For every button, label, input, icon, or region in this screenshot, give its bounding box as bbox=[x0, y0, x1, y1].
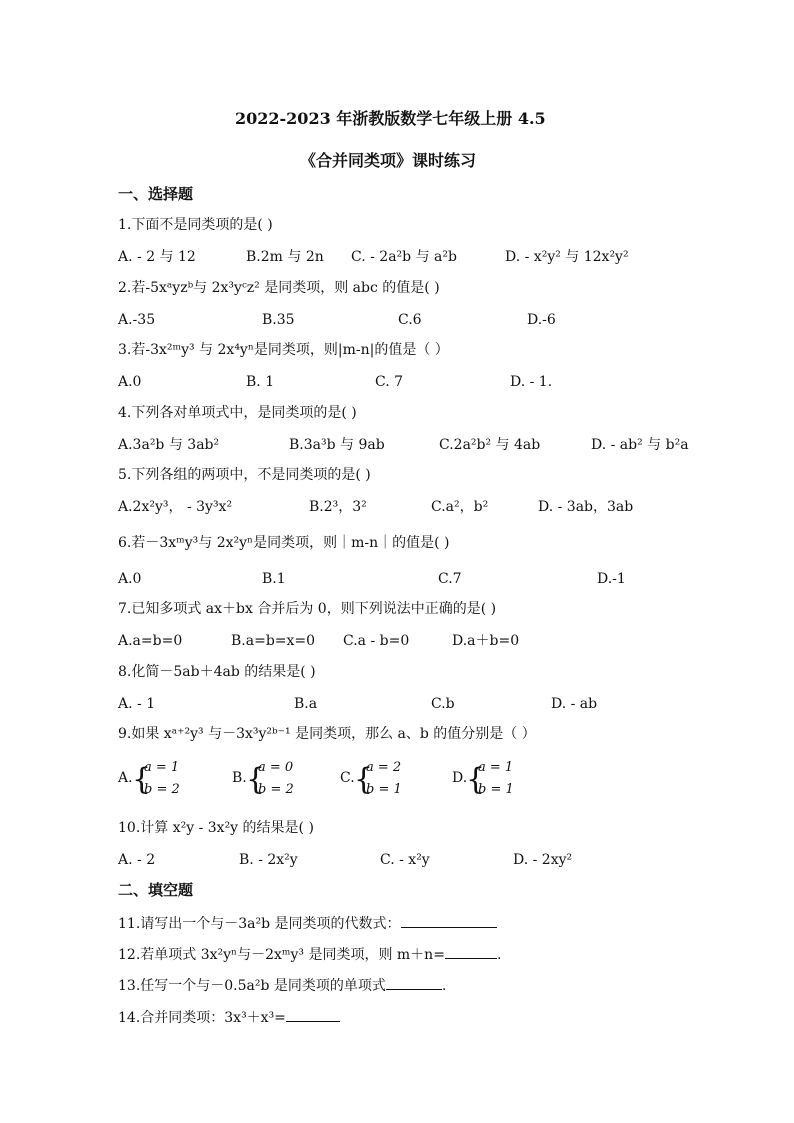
brace-glyph: { bbox=[466, 762, 486, 797]
question-1-option-a: A. - 2 与 12 bbox=[118, 249, 196, 265]
question-11 bbox=[118, 913, 497, 934]
question-6-stem: 6.若－3xᵐy³与 2x²yⁿ是同类项，则｜m-n｜的值是( ) bbox=[118, 535, 450, 551]
question-7-option-d: D.a＋b=0 bbox=[452, 633, 520, 649]
question-10-option-d: D. - 2xy² bbox=[513, 852, 573, 868]
page-subtitle: 《合并同类项》课时练习 bbox=[300, 151, 477, 170]
question-2-option-b: B.35 bbox=[262, 312, 295, 328]
question-13-tail: . bbox=[441, 978, 447, 994]
question-4-option-a: A.3a²b 与 3ab² bbox=[118, 437, 220, 453]
question-9-option-c bbox=[340, 760, 410, 800]
question-7-option-c: C.a - b=0 bbox=[343, 633, 410, 649]
question-3-option-c: C. 7 bbox=[375, 374, 404, 390]
question-8-option-b: B.a bbox=[294, 696, 318, 712]
question-9-stem: 9.如果 xᵃ⁺²y³ 与－3x³y²ᵇ⁻¹ 是同类项，那么 a、b 的值分别是（ ） bbox=[118, 726, 536, 742]
system-row-2: b = 2 bbox=[144, 782, 180, 797]
option-label: D. bbox=[452, 770, 468, 786]
question-8-option-d: D. - ab bbox=[551, 696, 598, 712]
system-row-1: a = 0 bbox=[258, 760, 294, 775]
system-row-1: a = 1 bbox=[478, 760, 514, 775]
system-row-2: b = 1 bbox=[366, 782, 402, 797]
option-label: B. bbox=[232, 770, 247, 786]
system-row-1: a = 1 bbox=[144, 760, 180, 775]
question-1-option-b: B.2m 与 2n bbox=[246, 249, 324, 265]
brace-glyph: { bbox=[246, 762, 266, 797]
section-heading-fill: 二、填空题 bbox=[118, 881, 194, 899]
answer-blank[interactable] bbox=[386, 975, 442, 990]
option-label: A. bbox=[118, 770, 133, 786]
question-4-option-c: C.2a²b² 与 4ab bbox=[439, 437, 541, 453]
question-6-option-c: C.7 bbox=[438, 571, 462, 587]
question-8-option-c: C.b bbox=[431, 696, 455, 712]
question-10-option-c: C. - x²y bbox=[380, 852, 430, 868]
question-3-option-a: A.0 bbox=[118, 374, 142, 390]
answer-blank[interactable] bbox=[401, 913, 497, 928]
question-5-option-c: C.a²，b² bbox=[431, 499, 489, 515]
question-4-stem: 4.下列各对单项式中，是同类项的是( ) bbox=[118, 405, 357, 421]
answer-blank[interactable] bbox=[286, 1007, 340, 1022]
question-13-stem: 13.任写一个与－0.5a²b 是同类项的单项式 bbox=[118, 978, 386, 994]
question-6-option-d: D.-1 bbox=[597, 571, 626, 587]
question-4-option-b: B.3a³b 与 9ab bbox=[289, 437, 385, 453]
question-9-option-d bbox=[452, 760, 522, 800]
section-heading-choice: 一、选择题 bbox=[118, 185, 194, 203]
question-3-option-b: B. 1 bbox=[246, 374, 275, 390]
question-10-option-a: A. - 2 bbox=[118, 852, 156, 868]
answer-blank[interactable] bbox=[445, 944, 497, 959]
system-row-2: b = 1 bbox=[478, 782, 514, 797]
question-12-stem: 12.若单项式 3x²yⁿ与－2xᵐy³ 是同类项，则 m＋n= bbox=[118, 947, 445, 963]
question-7-stem: 7.已知多项式 ax＋bx 合并后为 0，则下列说法中正确的是( ) bbox=[118, 601, 497, 617]
question-8-stem: 8.化简－5ab＋4ab 的结果是( ) bbox=[118, 664, 316, 680]
question-10-stem: 10.计算 x²y - 3x²y 的结果是( ) bbox=[118, 820, 314, 836]
question-14 bbox=[118, 1007, 340, 1028]
question-12-tail: . bbox=[496, 947, 502, 963]
question-5-option-b: B.2³，3² bbox=[309, 499, 367, 515]
brace-glyph: { bbox=[354, 762, 374, 797]
question-7-option-b: B.a=b=x=0 bbox=[231, 633, 316, 649]
question-11-stem: 11.请写出一个与－3a²b 是同类项的代数式： bbox=[118, 916, 401, 932]
question-6-option-a: A.0 bbox=[118, 571, 142, 587]
question-12 bbox=[118, 944, 501, 965]
question-9-option-a bbox=[118, 760, 188, 800]
question-6-option-b: B.1 bbox=[262, 571, 286, 587]
question-3-option-d: D. - 1. bbox=[510, 374, 553, 390]
question-8-option-a: A. - 1 bbox=[118, 696, 156, 712]
question-7-option-a: A.a=b=0 bbox=[118, 633, 183, 649]
question-2-stem: 2.若-5xᵃyzᵇ与 2x³yᶜz² 是同类项，则 abc 的值是( ) bbox=[118, 280, 440, 296]
question-14-stem: 14.合并同类项：3x³＋x³= bbox=[118, 1010, 286, 1026]
system-row-1: a = 2 bbox=[366, 760, 402, 775]
question-1-option-c: C. - 2a²b 与 a²b bbox=[351, 249, 457, 265]
question-9-option-b bbox=[232, 760, 302, 800]
question-10-option-b: B. - 2x²y bbox=[239, 852, 298, 868]
system-row-2: b = 2 bbox=[258, 782, 294, 797]
brace-glyph: { bbox=[132, 762, 152, 797]
question-2-option-d: D.-6 bbox=[527, 312, 556, 328]
question-2-option-a: A.-35 bbox=[118, 312, 156, 328]
question-2-option-c: C.6 bbox=[398, 312, 422, 328]
question-1-stem: 1.下面不是同类项的是( ) bbox=[118, 217, 273, 233]
page-title: 2022-2023 年浙教版数学七年级上册 4.5 bbox=[235, 109, 546, 128]
question-5-option-d: D. - 3ab，3ab bbox=[538, 499, 634, 515]
question-1-option-d: D. - x²y² 与 12x²y² bbox=[505, 249, 629, 265]
question-4-option-d: D. - ab² 与 b²a bbox=[591, 437, 689, 453]
question-13 bbox=[118, 975, 446, 996]
question-5-stem: 5.下列各组的两项中，不是同类项的是( ) bbox=[118, 467, 371, 483]
question-3-stem: 3.若-3x²ᵐy³ 与 2x⁴yⁿ是同类项，则|m-n|的值是（ ） bbox=[118, 342, 449, 358]
question-5-option-a: A.2x²y³， - 3y³x² bbox=[118, 499, 233, 515]
option-label: C. bbox=[340, 770, 355, 786]
